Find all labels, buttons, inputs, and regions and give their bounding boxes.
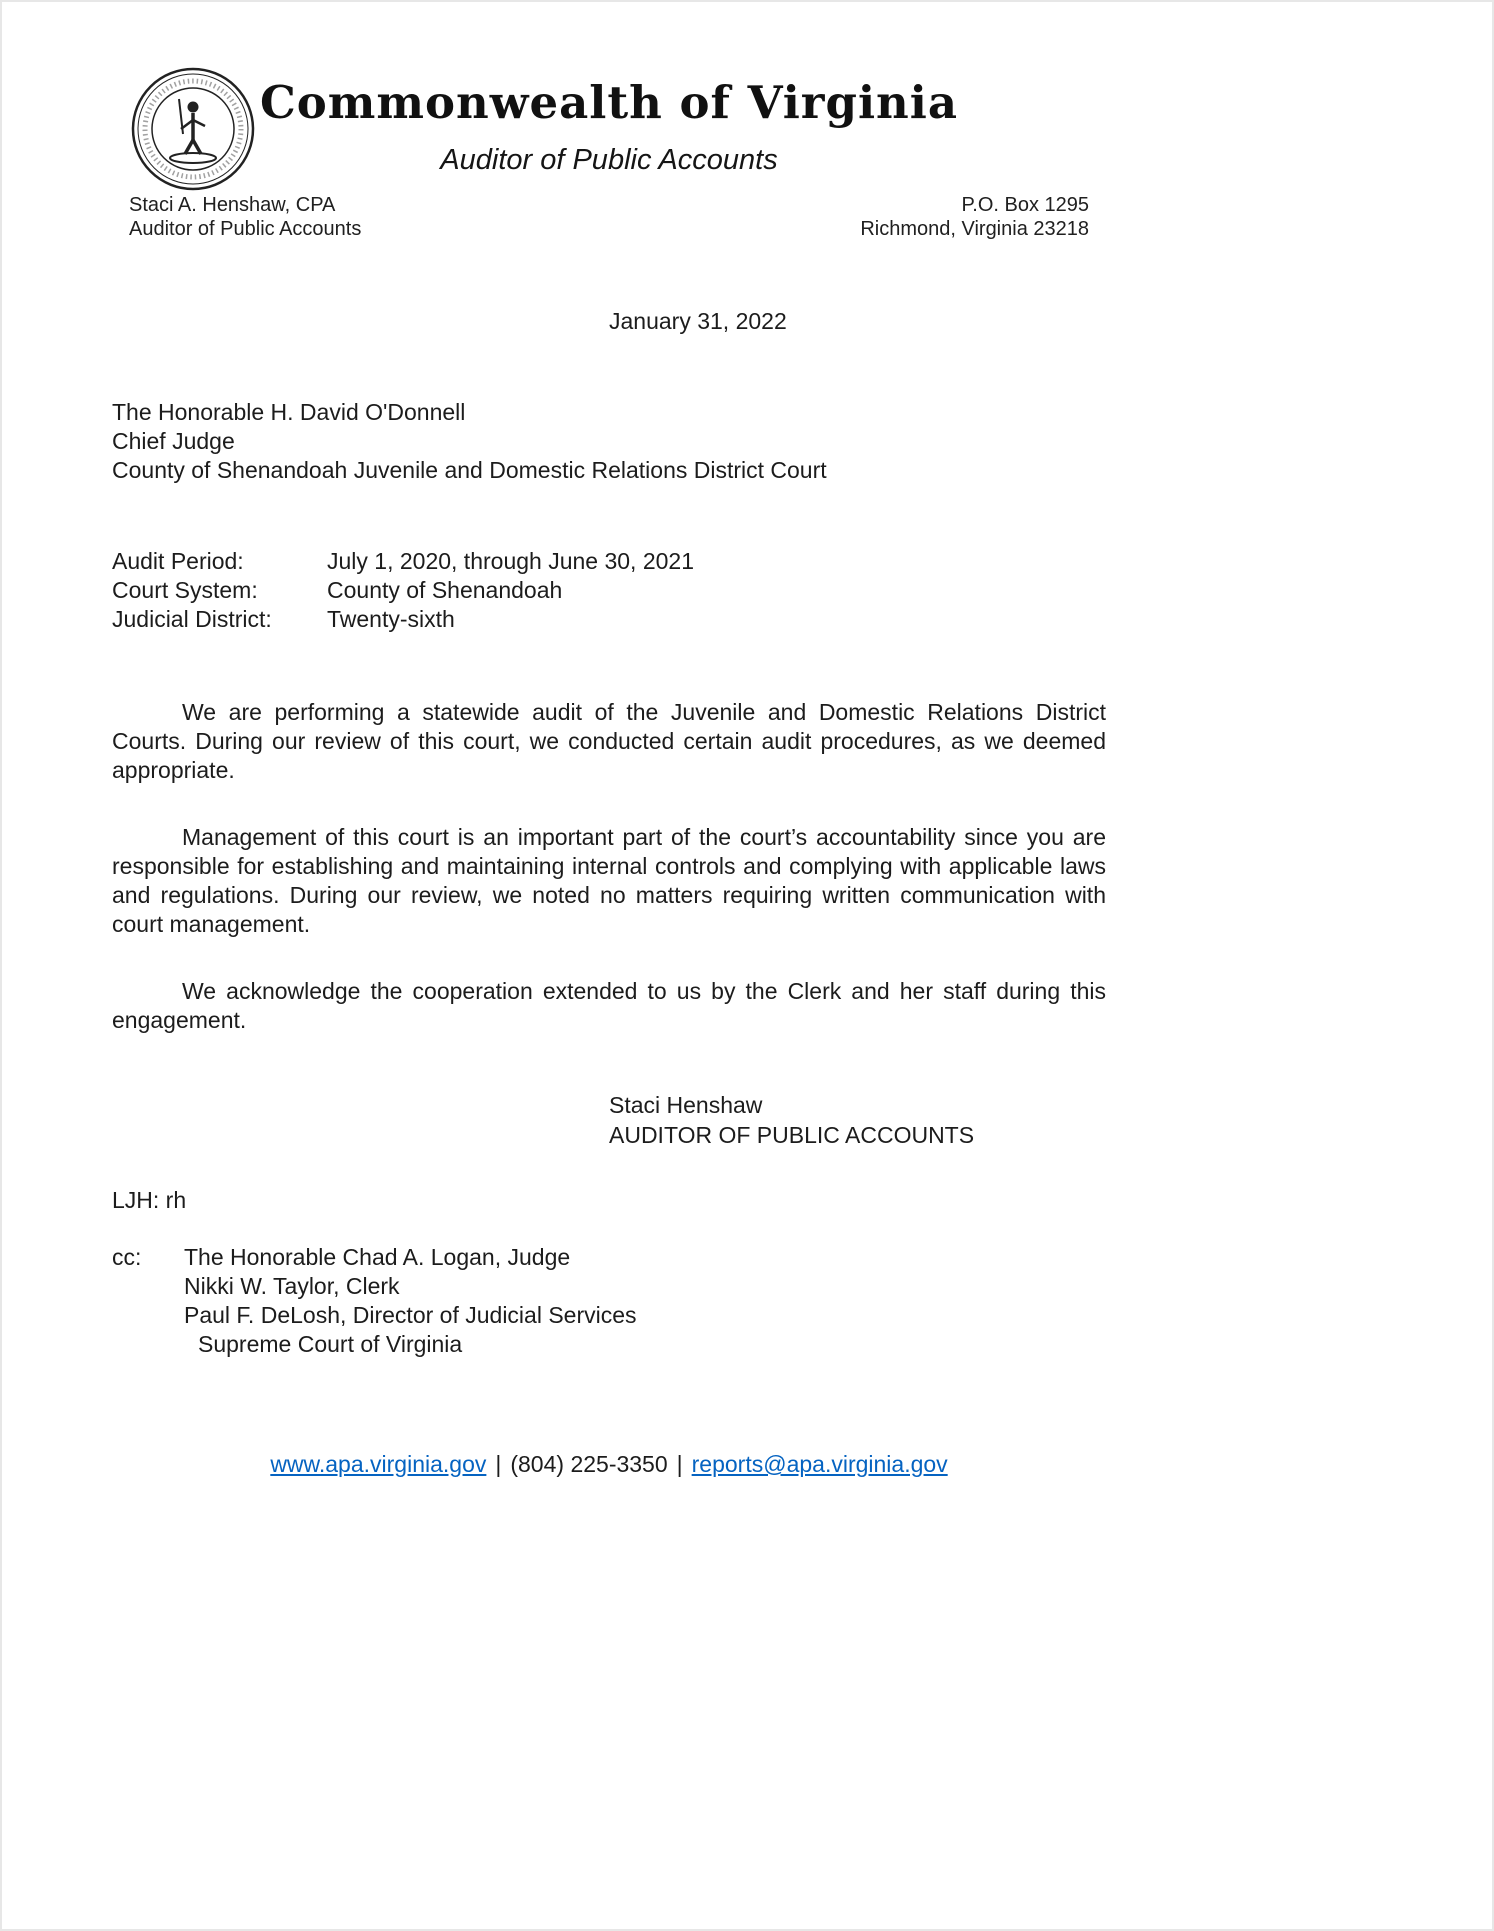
letterhead-contact-left bbox=[129, 193, 361, 241]
recipient-name: The Honorable H. David O'Donnell bbox=[112, 398, 466, 425]
letter-date: January 31, 2022 bbox=[609, 307, 787, 334]
paragraph-management: Management of this court is an important part of the court’s accountability since you are responsible for establishing and maintaining internal controls and complying with applicable laws and regulations. During our review, we noted no matters requiring written communication with court management. bbox=[112, 823, 1106, 937]
court-system-label: Court System: bbox=[112, 576, 258, 603]
page-footer bbox=[112, 1450, 1106, 1479]
letterhead-contact bbox=[112, 193, 1106, 241]
audit-period-label: Audit Period: bbox=[112, 547, 244, 574]
audit-period-value: July 1, 2020, through June 30, 2021 bbox=[327, 547, 695, 574]
reference-initials: LJH: rh bbox=[112, 1186, 187, 1213]
cc-item-director: Paul F. DeLosh, Director of Judicial Services bbox=[184, 1301, 637, 1328]
auditor-name: Staci A. Henshaw, CPA bbox=[129, 193, 336, 216]
court-system-row bbox=[112, 576, 1106, 605]
separator: | bbox=[495, 1451, 502, 1477]
virginia-seal-icon bbox=[130, 66, 256, 192]
cc-block bbox=[112, 1243, 1106, 1359]
cc-item-supreme-court: Supreme Court of Virginia bbox=[198, 1330, 463, 1357]
org-subtitle: Auditor of Public Accounts bbox=[440, 143, 778, 176]
court-system-value: County of Shenandoah bbox=[327, 576, 563, 603]
signature-name: Staci Henshaw bbox=[609, 1091, 763, 1118]
letterhead-contact-right bbox=[860, 193, 1089, 241]
auditor-title: Auditor of Public Accounts bbox=[129, 217, 362, 240]
recipient-block bbox=[112, 398, 1106, 485]
phone-number: (804) 225-3350 bbox=[510, 1451, 668, 1477]
cc-item-clerk: Nikki W. Taylor, Clerk bbox=[184, 1272, 400, 1299]
paragraph-acknowledgement: We acknowledge the cooperation extended to us by the Clerk and her staff during this engagement. bbox=[112, 977, 1106, 1033]
cc-label: cc: bbox=[112, 1243, 142, 1270]
po-box: P.O. Box 1295 bbox=[961, 193, 1089, 216]
audit-period-row bbox=[112, 547, 1106, 576]
audit-info bbox=[112, 547, 1106, 634]
org-title: Commonwealth of Virginia bbox=[259, 76, 959, 129]
judicial-district-value: Twenty-sixth bbox=[327, 605, 455, 632]
judicial-district-row bbox=[112, 605, 1106, 634]
recipient-title: Chief Judge bbox=[112, 427, 235, 454]
paragraph-statewide-audit: We are performing a statewide audit of the Juvenile and Domestic Relations District Courts. During our review of this court, we conducted certain audit procedures, as we deemed appropriate. bbox=[112, 698, 1106, 783]
letter-content bbox=[112, 2, 1106, 1359]
judicial-district-label: Judicial District: bbox=[112, 605, 272, 632]
recipient-court: County of Shenandoah Juvenile and Domestic Relations District Court bbox=[112, 456, 827, 483]
cc-item-judge: The Honorable Chad A. Logan, Judge bbox=[184, 1243, 571, 1270]
signature-title: AUDITOR OF PUBLIC ACCOUNTS bbox=[609, 1121, 975, 1148]
city-state-zip: Richmond, Virginia 23218 bbox=[860, 217, 1089, 240]
separator: | bbox=[676, 1451, 683, 1477]
website-link[interactable]: www.apa.virginia.gov bbox=[270, 1451, 487, 1477]
email-link[interactable]: reports@apa.virginia.gov bbox=[691, 1451, 948, 1477]
signature-block bbox=[609, 1090, 1106, 1150]
cc-list bbox=[184, 1243, 637, 1359]
